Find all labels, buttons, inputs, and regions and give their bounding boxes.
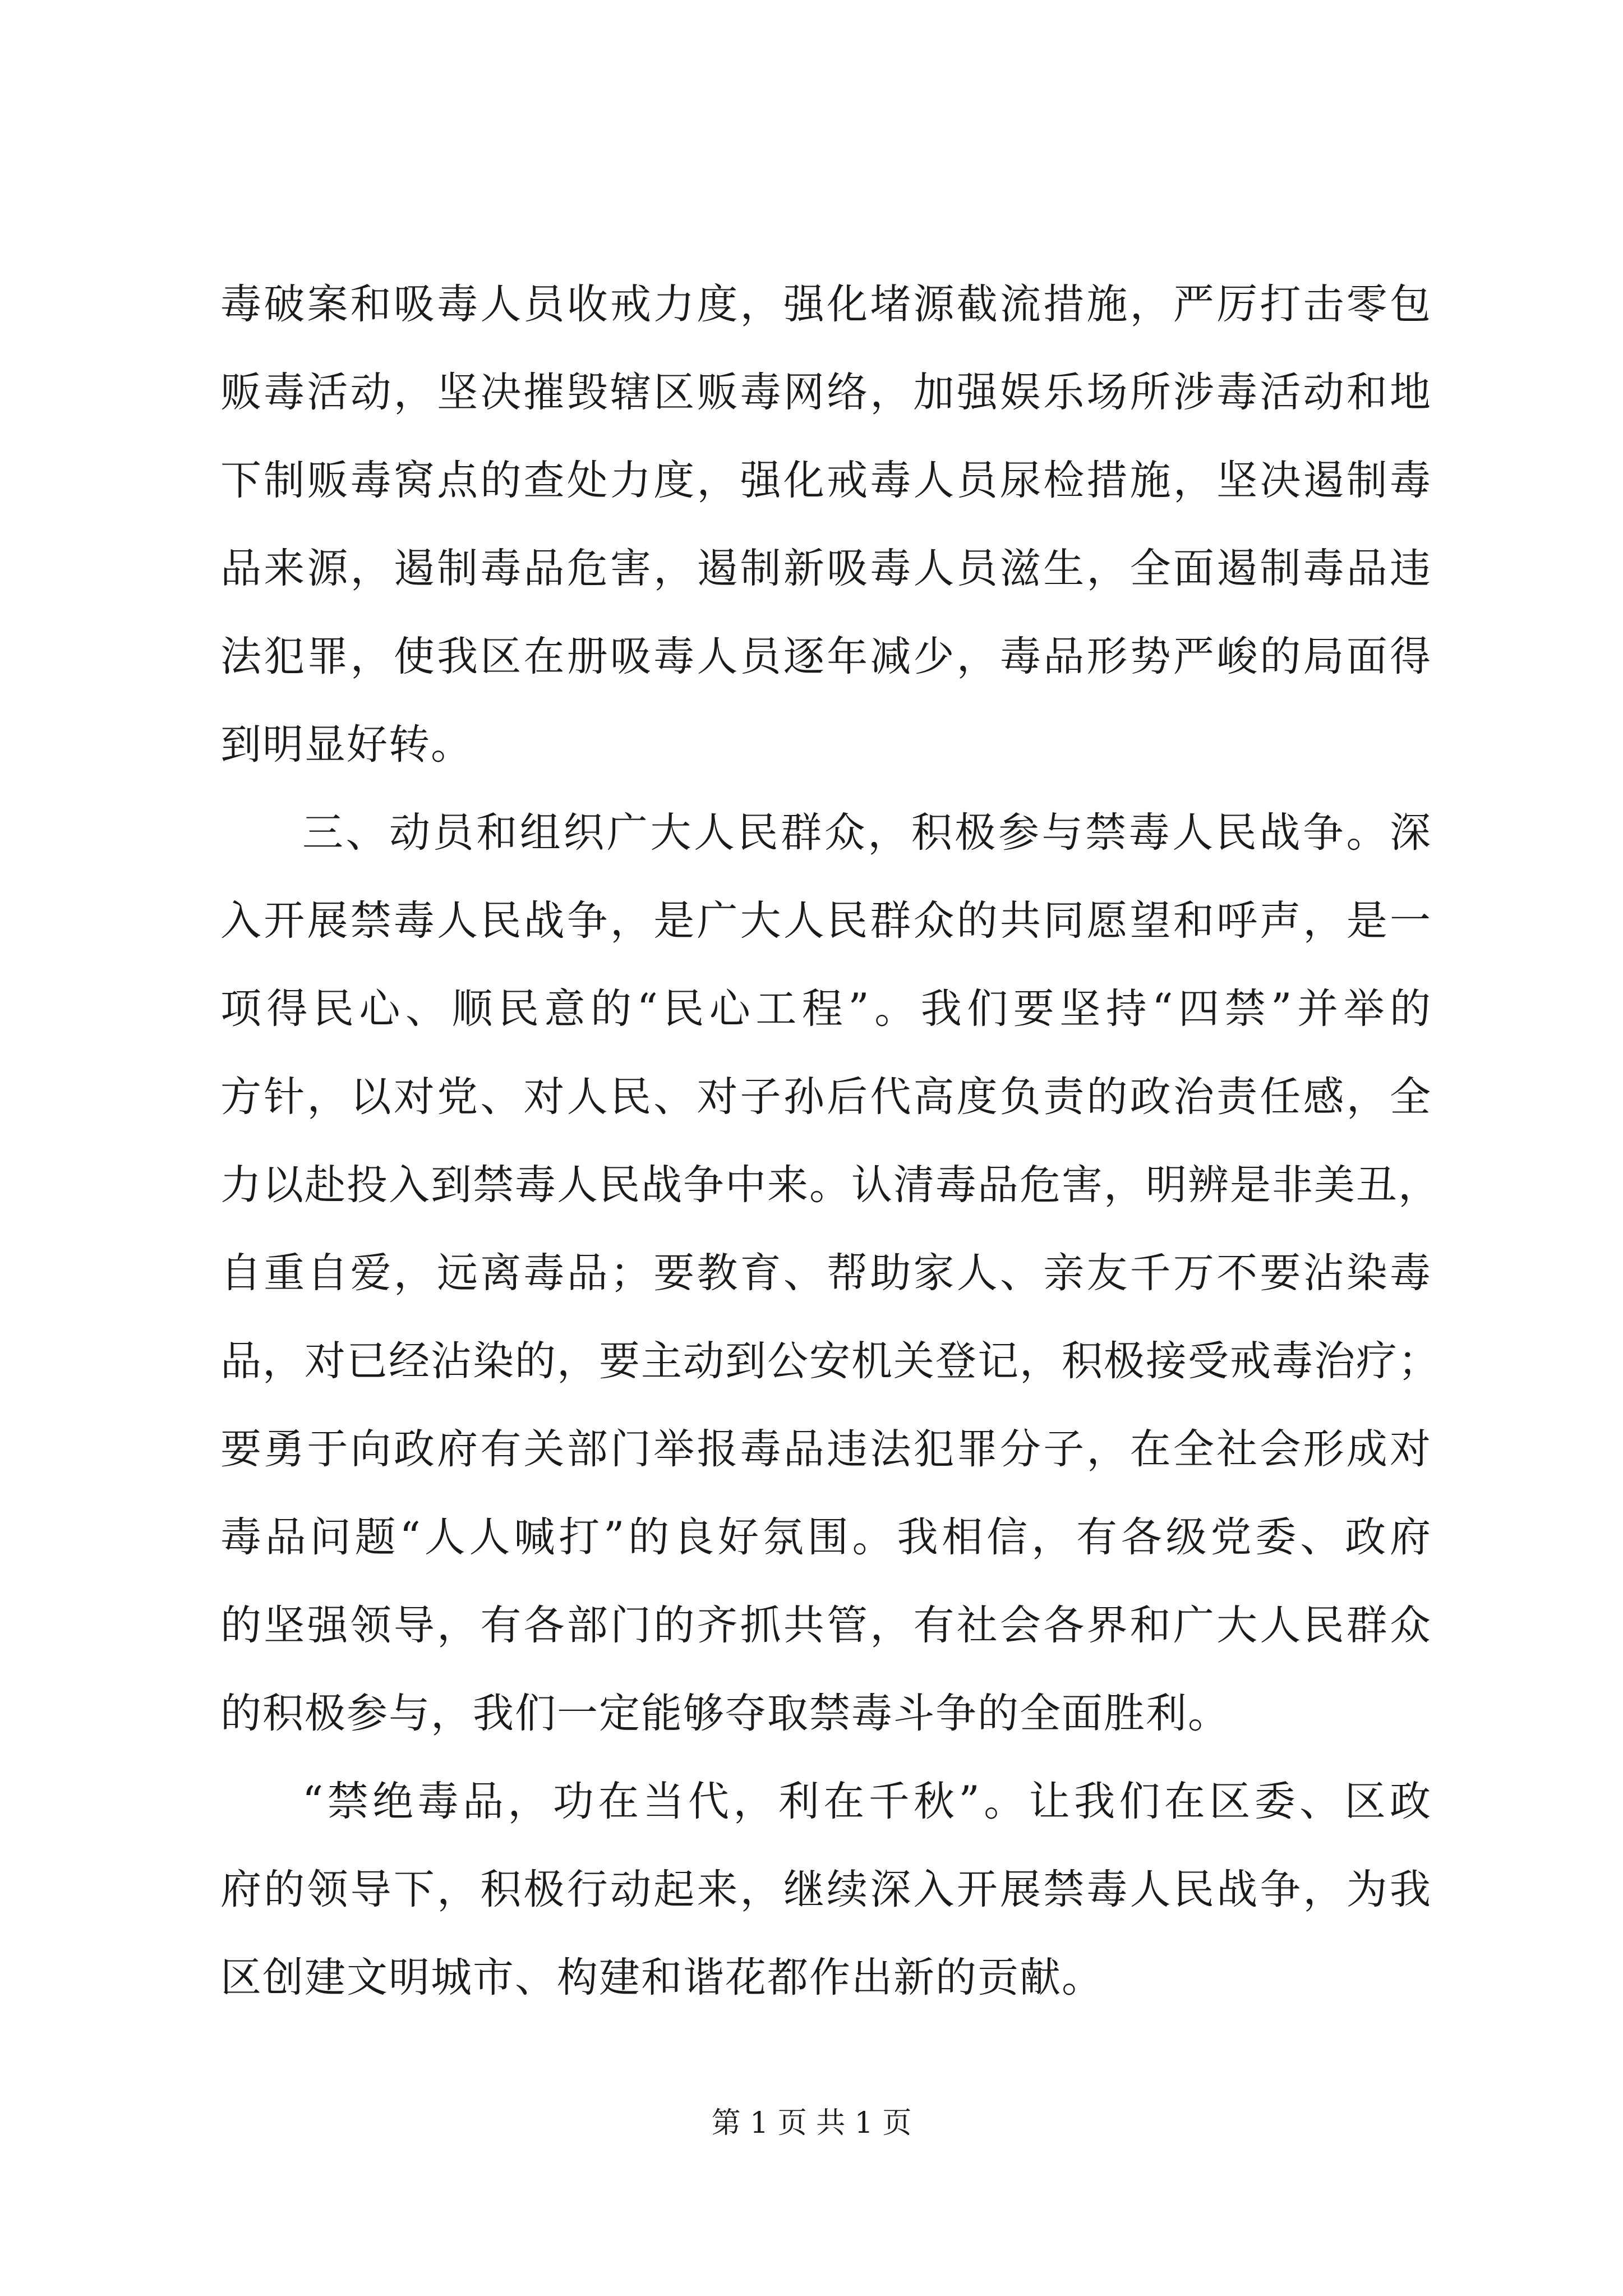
body-text (220, 260, 1440, 2022)
text-line: 下制贩毒窝点的查处力度，强化戒毒人员尿检措施，坚决遏制毒 (220, 457, 1432, 504)
text-line: 毒破案和吸毒人员收戒力度，强化堵源截流措施，严厉打击零包 (220, 280, 1432, 328)
page-number-footer: 第 1 页 共 1 页 (711, 2106, 912, 2140)
text-line: 自重自爱，远离毒品；要教育、帮助家人、亲友千万不要沾染毒 (220, 1249, 1432, 1297)
text-line: 要勇于向政府有关部门举报毒品违法犯罪分子，在全社会形成对 (220, 1425, 1432, 1473)
text-line: 毒品问题“人人喊打”的良好氛围。我相信，有各级党委、政府 (220, 1513, 1432, 1561)
text-line: 力以赴投入到禁毒人民战争中来。认清毒品危害，明辨是非美丑， (220, 1161, 1440, 1209)
text-line: 方针，以对党、对人民、对子孙后代高度负责的政治责任感，全 (220, 1073, 1432, 1121)
text-line: 入开展禁毒人民战争，是广大人民群众的共同愿望和呼声，是一 (220, 897, 1432, 945)
text-line: 到明显好转。 (220, 721, 473, 769)
text-line: 品来源，遏制毒品危害，遏制新吸毒人员滋生，全面遏制毒品违 (220, 545, 1432, 592)
text-line: 三、动员和组织广大人民群众，积极参与禁毒人民战争。深 (302, 809, 1432, 857)
text-line: 的积极参与，我们一定能够夺取禁毒斗争的全面胜利。 (220, 1690, 1230, 1737)
text-line: “禁绝毒品，功在当代，利在千秋”。让我们在区委、区政 (302, 1778, 1432, 1825)
text-line: 区创建文明城市、构建和谐花都作出新的贡献。 (220, 1954, 1104, 2001)
text-line: 品，对已经沾染的，要主动到公安机关登记，积极接受戒毒治疗； (220, 1337, 1440, 1385)
text-line: 贩毒活动，坚决摧毁辖区贩毒网络，加强娱乐场所涉毒活动和地 (220, 369, 1432, 416)
text-line: 的坚强领导，有各部门的齐抓共管，有社会各界和广大人民群众 (220, 1602, 1432, 1649)
text-line: 法犯罪，使我区在册吸毒人员逐年减少，毒品形势严峻的局面得 (220, 633, 1432, 680)
text-line: 府的领导下，积极行动起来，继续深入开展禁毒人民战争，为我 (220, 1866, 1432, 1913)
text-line: 项得民心、顺民意的“民心工程”。我们要坚持“四禁”并举的 (220, 985, 1432, 1033)
